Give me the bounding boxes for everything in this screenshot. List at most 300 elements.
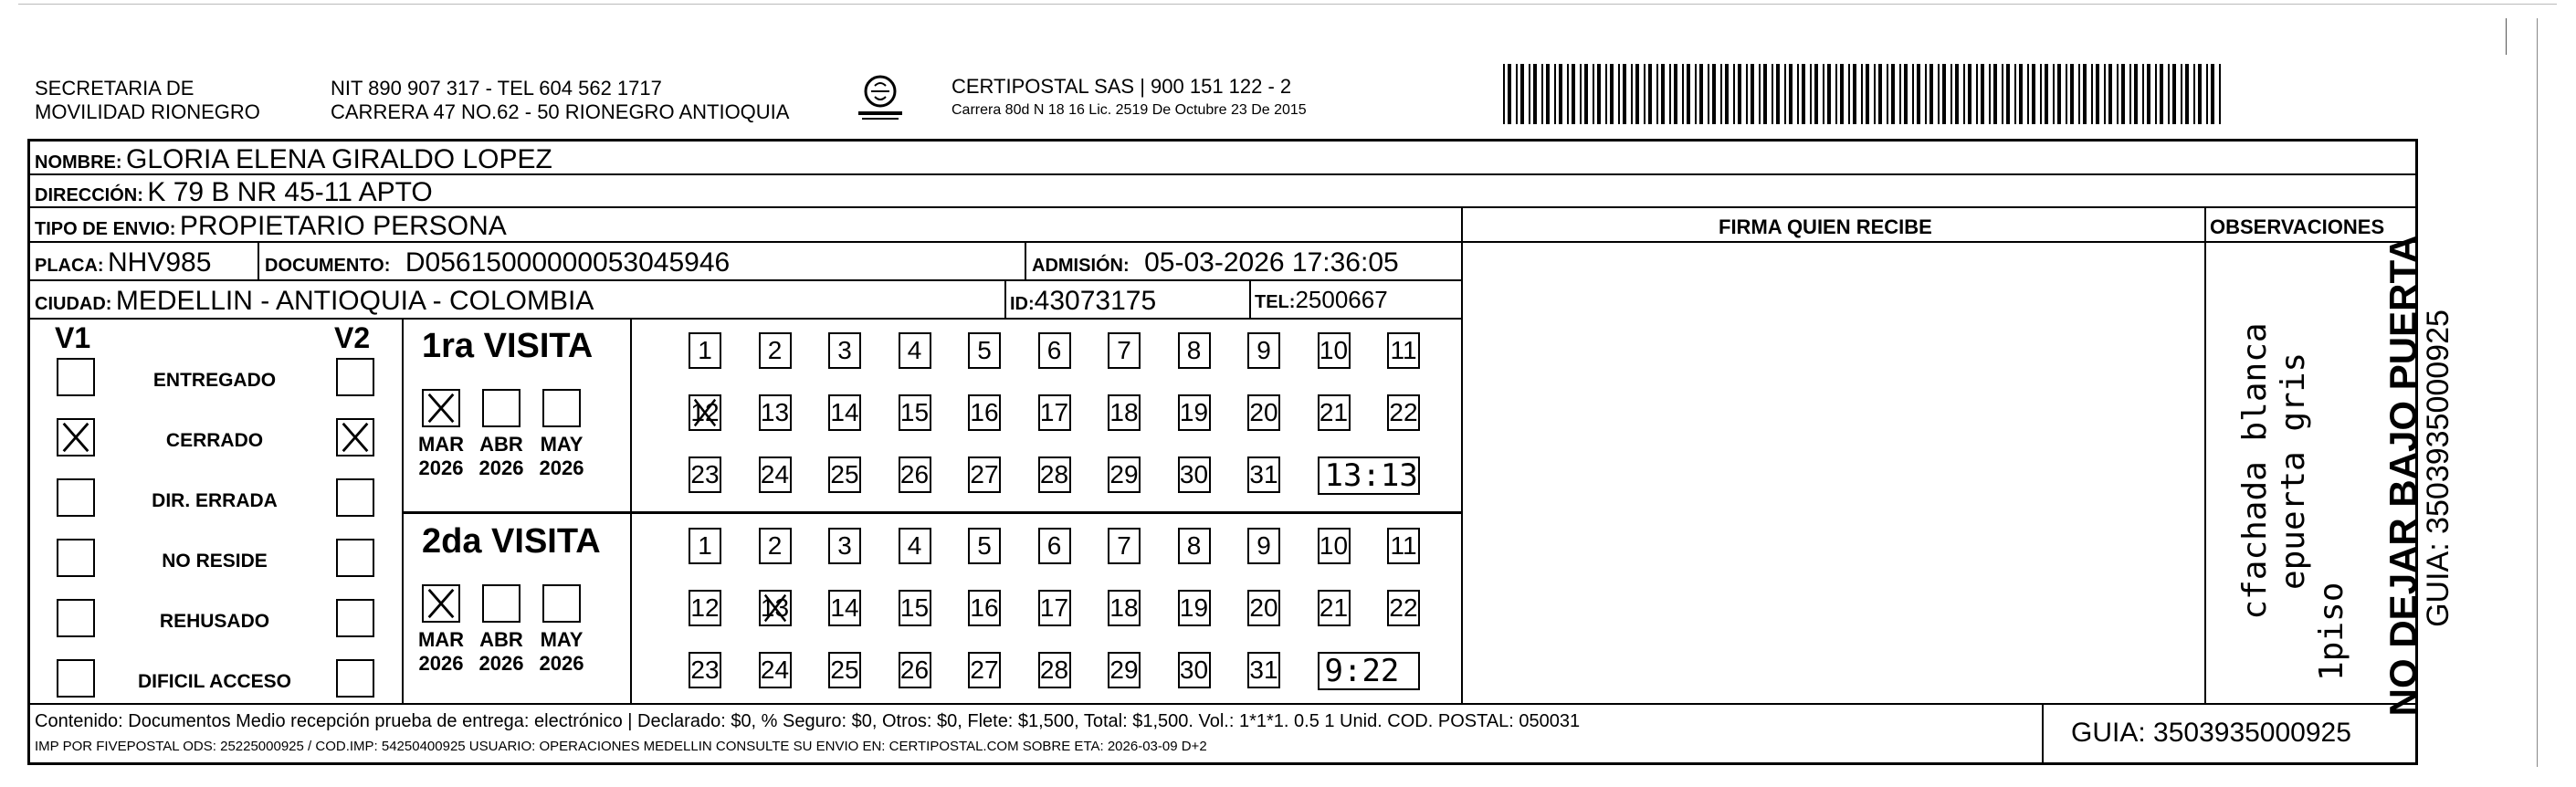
barcode-bar <box>1891 64 1895 124</box>
day-box-25[interactable] <box>828 652 861 688</box>
day-number: 14 <box>830 593 859 622</box>
day-box-6[interactable] <box>1038 332 1071 369</box>
day-number: 10 <box>1319 336 1349 364</box>
barcode-bar <box>2172 64 2176 124</box>
day-box-4[interactable] <box>899 332 931 369</box>
barcode-bar <box>1835 64 1837 124</box>
day-box-18[interactable] <box>1108 394 1141 431</box>
barcode-bar <box>2006 64 2010 124</box>
day-box-14[interactable] <box>828 394 861 431</box>
day-box-28[interactable] <box>1038 456 1071 493</box>
day-box-20[interactable] <box>1247 590 1280 626</box>
day-number: 10 <box>1319 531 1349 560</box>
barcode-bar <box>1989 64 1991 124</box>
month-checkbox-may[interactable] <box>542 389 581 427</box>
barcode-bar <box>1942 64 1946 124</box>
day-box-10[interactable] <box>1318 332 1351 369</box>
day-box-23[interactable] <box>689 456 721 493</box>
row-line <box>27 241 1461 243</box>
day-box-4[interactable] <box>899 528 931 564</box>
status-label: ENTREGADO <box>152 370 277 391</box>
id-label: ID: <box>1010 294 1035 314</box>
day-box-19[interactable] <box>1178 394 1211 431</box>
day-number: 6 <box>1046 531 1062 560</box>
barcode-bar <box>1759 64 1761 124</box>
tipo-envio-label: TIPO DE ENVIO: <box>35 219 176 239</box>
day-box-18[interactable] <box>1108 590 1141 626</box>
barcode-bar <box>1784 64 1786 124</box>
day-number: 27 <box>970 460 999 488</box>
barcode-bar <box>1623 64 1626 124</box>
day-box-8[interactable] <box>1178 528 1211 564</box>
courier-line1: CERTIPOSTAL SAS | 900 151 122 - 2 <box>952 75 1292 98</box>
barcode-bar <box>2066 64 2067 124</box>
barcode-bar <box>2057 64 2061 124</box>
barcode-bar <box>1763 64 1767 124</box>
col-line <box>1025 241 1026 279</box>
scan-edge-mark <box>2506 18 2507 55</box>
day-number: 24 <box>760 656 790 684</box>
barcode-bar <box>1631 64 1633 124</box>
day-box-11[interactable] <box>1387 528 1420 564</box>
day-box-1[interactable] <box>689 332 721 369</box>
day-number: 11 <box>1390 531 1417 560</box>
day-box-22[interactable] <box>1387 394 1420 431</box>
day-number: 6 <box>1046 336 1062 364</box>
day-number: 17 <box>1039 593 1069 622</box>
status-label: DIR. ERRADA <box>152 490 278 511</box>
barcode-bar <box>1610 64 1614 124</box>
barcode-bar <box>1746 64 1748 124</box>
day-number: 16 <box>970 398 999 426</box>
col-line <box>630 318 632 703</box>
day-box-8[interactable] <box>1178 332 1211 369</box>
certipostal-logo-icon <box>853 73 908 124</box>
id-value: 43073175 <box>1034 286 1157 316</box>
year-label: 2026 <box>478 652 524 675</box>
ciudad-value: MEDELLIN - ANTIOQUIA - COLOMBIA <box>115 286 594 316</box>
day-number: 31 <box>1249 656 1278 684</box>
v2-checkbox-entregado[interactable] <box>336 358 374 396</box>
barcode-bar <box>1559 64 1562 124</box>
day-number: 1 <box>698 531 712 560</box>
v1-checkbox-dificil-acceso[interactable] <box>57 659 95 698</box>
nit-line: NIT 890 907 317 - TEL 604 562 1717 <box>331 77 662 100</box>
day-number: 12 <box>690 398 720 426</box>
day-number: 5 <box>977 531 992 560</box>
top-scan-line <box>18 4 2557 5</box>
v1-checkbox-dir-errada[interactable] <box>57 478 95 517</box>
day-number: 24 <box>760 460 790 488</box>
barcode-bar <box>1546 64 1550 124</box>
barcode-bar <box>1993 64 1997 124</box>
barcode-bar <box>1904 64 1908 124</box>
day-number: 29 <box>1109 460 1139 488</box>
barcode-bar <box>2181 64 2182 124</box>
barcode-bar <box>1929 64 1933 124</box>
barcode-bar <box>1827 64 1831 124</box>
day-number: 15 <box>899 593 930 622</box>
day-number: 30 <box>1179 656 1209 684</box>
barcode-bar <box>2168 64 2170 124</box>
barcode-bar <box>1968 64 1971 124</box>
day-box-6[interactable] <box>1038 528 1071 564</box>
barcode-bar <box>2108 64 2112 124</box>
barcode-bar <box>1712 64 1716 124</box>
v1-checkbox-entregado[interactable] <box>57 358 95 396</box>
day-number: 21 <box>1319 398 1349 426</box>
barcode-bar <box>1669 64 1671 124</box>
col-line <box>2042 703 2044 765</box>
day-box-9[interactable] <box>1247 528 1280 564</box>
obs-line-2: epuerta gris <box>2275 352 2312 591</box>
day-box-16[interactable] <box>968 590 1001 626</box>
day-number: 22 <box>1389 593 1418 622</box>
year-label: 2026 <box>539 652 584 675</box>
visit-title: 1ra VISITA <box>422 327 594 365</box>
col-line <box>2204 206 2206 705</box>
barcode-bar <box>2027 64 2029 124</box>
day-box-2[interactable] <box>759 332 792 369</box>
day-number: 19 <box>1179 398 1209 426</box>
barcode-bar <box>1580 64 1582 124</box>
day-number: 13 <box>760 398 790 426</box>
barcode-bar <box>2160 64 2163 124</box>
barcode-bar <box>2129 64 2131 124</box>
barcode-bar <box>1508 64 1511 124</box>
barcode-bar <box>2104 64 2106 124</box>
day-number: 5 <box>977 336 992 364</box>
day-box-21[interactable] <box>1318 394 1351 431</box>
visit-time: 13:13 <box>1324 457 1418 494</box>
barcode-bar <box>1708 64 1709 124</box>
day-box-11[interactable] <box>1387 332 1420 369</box>
day-box-22[interactable] <box>1387 590 1420 626</box>
side-guia: GUIA: 3503935000925 <box>2421 310 2455 627</box>
day-number: 2 <box>767 531 783 560</box>
v2-checkbox-cerrado[interactable] <box>336 418 374 456</box>
documento-label: DOCUMENTO: <box>265 256 391 276</box>
barcode-bar <box>1687 64 1690 124</box>
footer-guia: GUIA: 3503935000925 <box>2071 718 2351 748</box>
day-cross-mark <box>761 592 790 624</box>
org-name-line2: MOVILIDAD RIONEGRO <box>35 100 260 123</box>
day-number: 25 <box>830 656 859 684</box>
courier-line2: Carrera 80d N 18 16 Lic. 2519 De Octubre 23 De 2015 <box>952 102 1307 118</box>
day-number: 14 <box>830 398 859 426</box>
barcode-bar <box>1912 64 1914 124</box>
barcode-bar <box>2134 64 2138 124</box>
barcode-bar <box>1567 64 1569 124</box>
placa-value: NHV985 <box>108 247 212 278</box>
day-box-21[interactable] <box>1318 590 1351 626</box>
day-number: 4 <box>907 531 922 560</box>
day-box-7[interactable] <box>1108 528 1141 564</box>
barcode-bar <box>1695 64 1697 124</box>
barcode-bar <box>1823 64 1824 124</box>
barcode-bar <box>1733 64 1735 124</box>
day-box-5[interactable] <box>968 332 1001 369</box>
barcode-bar <box>2121 64 2125 124</box>
visit-time-box[interactable] <box>1318 652 1420 690</box>
barcode-bar <box>1861 64 1863 124</box>
barcode-bar <box>2014 64 2016 124</box>
tel-label: TEL: <box>1255 292 1296 312</box>
barcode-bar <box>1618 64 1620 124</box>
month-checkbox-abr[interactable] <box>482 389 520 427</box>
day-number: 27 <box>970 656 999 684</box>
day-number: 3 <box>837 336 852 364</box>
address-line: CARRERA 47 NO.62 - 50 RIONEGRO ANTIOQUIA <box>331 100 790 123</box>
v2-checkbox-dificil-acceso[interactable] <box>336 659 374 698</box>
day-box-17[interactable] <box>1038 590 1071 626</box>
day-box-29[interactable] <box>1108 652 1141 688</box>
day-number: 17 <box>1039 398 1069 426</box>
month-checkbox-may[interactable] <box>542 584 581 623</box>
day-box-30[interactable] <box>1178 652 1211 688</box>
day-number: 7 <box>1117 531 1131 560</box>
obs-line-1: cfachada blanca <box>2236 322 2274 620</box>
day-box-12[interactable] <box>689 394 721 431</box>
barcode-bar <box>2142 64 2144 124</box>
v1-checkbox-cerrado[interactable] <box>57 418 95 456</box>
day-box-29[interactable] <box>1108 456 1141 493</box>
status-label: DIFICIL ACCESO <box>137 671 291 692</box>
day-box-26[interactable] <box>899 456 931 493</box>
barcode-bar <box>1955 64 1959 124</box>
day-number: 7 <box>1117 336 1131 364</box>
month-checkbox-mar[interactable] <box>422 584 460 623</box>
observaciones-header: OBSERVACIONES <box>2210 215 2385 238</box>
admision-label: ADMISIÓN: <box>1032 256 1130 276</box>
month-label: ABR <box>479 433 523 456</box>
day-box-15[interactable] <box>899 394 931 431</box>
day-number: 22 <box>1389 398 1418 426</box>
barcode-bar <box>1814 64 1818 124</box>
day-box-31[interactable] <box>1247 456 1280 493</box>
barcode-bar <box>1661 64 1665 124</box>
day-number: 31 <box>1249 460 1278 488</box>
v1-header: V1 <box>55 321 91 354</box>
barcode-bar <box>1848 64 1850 124</box>
barcode-bar <box>1572 64 1575 124</box>
day-box-12[interactable] <box>689 590 721 626</box>
year-label: 2026 <box>539 456 584 479</box>
barcode-bar <box>1720 64 1722 124</box>
barcode-bar <box>1874 64 1876 124</box>
day-box-30[interactable] <box>1178 456 1211 493</box>
day-box-15[interactable] <box>899 590 931 626</box>
day-box-3[interactable] <box>828 332 861 369</box>
barcode-bar <box>1963 64 1965 124</box>
v1-checkbox-rehusado[interactable] <box>57 599 95 637</box>
barcode-bar <box>2096 64 2099 124</box>
day-cross-mark <box>690 396 720 429</box>
day-box-24[interactable] <box>759 456 792 493</box>
day-box-20[interactable] <box>1247 394 1280 431</box>
barcode-bar <box>1554 64 1556 124</box>
day-box-27[interactable] <box>968 652 1001 688</box>
day-box-27[interactable] <box>968 456 1001 493</box>
ciudad-label: CIUDAD: <box>35 294 112 314</box>
day-box-5[interactable] <box>968 528 1001 564</box>
day-box-28[interactable] <box>1038 652 1071 688</box>
barcode-bar <box>1529 64 1530 124</box>
day-number: 2 <box>767 336 783 364</box>
col-line <box>1461 206 1463 705</box>
day-box-9[interactable] <box>1247 332 1280 369</box>
day-number: 1 <box>698 336 712 364</box>
tracking-barcode <box>1503 64 2224 128</box>
barcode-bar <box>1674 64 1677 124</box>
org-name-line1: SECRETARIA DE <box>35 77 195 100</box>
visit-time: 9:22 <box>1324 653 1400 689</box>
day-number: 29 <box>1109 656 1139 684</box>
day-number: 26 <box>899 656 930 684</box>
direccion-label: DIRECCIÓN: <box>35 185 143 205</box>
month-label: MAR <box>417 433 465 456</box>
status-label: CERRADO <box>165 430 264 451</box>
visit-time-box[interactable] <box>1318 456 1420 495</box>
barcode-bar <box>1593 64 1594 124</box>
barcode-bar <box>2206 64 2208 124</box>
month-label: MAR <box>417 628 465 651</box>
col-line <box>1249 279 1251 318</box>
observaciones-note <box>2210 247 2350 699</box>
barcode-bar <box>1853 64 1856 124</box>
barcode-bar <box>2083 64 2087 124</box>
direccion-value: K 79 B NR 45-11 APTO <box>147 177 433 207</box>
day-number: 20 <box>1249 593 1278 622</box>
barcode-bar <box>1597 64 1601 124</box>
row-line <box>27 703 2418 705</box>
barcode-bar <box>1981 64 1984 124</box>
day-number: 19 <box>1179 593 1209 622</box>
visit-separator <box>402 511 1461 514</box>
day-box-14[interactable] <box>828 590 861 626</box>
day-number: 25 <box>830 460 859 488</box>
month-checkbox-mar[interactable] <box>422 389 460 427</box>
day-number: 28 <box>1039 656 1069 684</box>
day-box-7[interactable] <box>1108 332 1141 369</box>
barcode-bar <box>1644 64 1645 124</box>
day-number: 8 <box>1186 531 1202 560</box>
tipo-envio-value: PROPIETARIO PERSONA <box>179 211 507 241</box>
documento-value: D05615000000053045946 <box>405 247 731 278</box>
day-number: 12 <box>690 593 720 622</box>
day-number: 21 <box>1319 593 1349 622</box>
barcode-bar <box>2211 64 2214 124</box>
month-checkbox-abr[interactable] <box>482 584 520 623</box>
tel-value: 2500667 <box>1295 286 1388 313</box>
day-box-16[interactable] <box>968 394 1001 431</box>
year-label: 2026 <box>418 456 464 479</box>
visit-title: 2da VISITA <box>422 522 601 561</box>
day-box-13[interactable] <box>759 590 792 626</box>
day-number: 4 <box>907 336 922 364</box>
status-label: NO RESIDE <box>162 551 268 572</box>
day-box-1[interactable] <box>689 528 721 564</box>
barcode-bar <box>2147 64 2150 124</box>
day-box-19[interactable] <box>1178 590 1211 626</box>
barcode-bar <box>2040 64 2042 124</box>
day-number: 28 <box>1039 460 1069 488</box>
day-box-13[interactable] <box>759 394 792 431</box>
barcode-bar <box>1887 64 1888 124</box>
day-box-2[interactable] <box>759 528 792 564</box>
barcode-bar <box>2002 64 2003 124</box>
barcode-bar <box>1725 64 1729 124</box>
obs-line-3: 1piso <box>2313 582 2350 681</box>
barcode-bar <box>1840 64 1844 124</box>
col-line <box>402 318 404 703</box>
barcode-bar <box>1938 64 1940 124</box>
day-number: 30 <box>1179 460 1209 488</box>
barcode-bar <box>1516 64 1518 124</box>
day-box-25[interactable] <box>828 456 861 493</box>
barcode-bar <box>2117 64 2119 124</box>
barcode-bar <box>1584 64 1588 124</box>
barcode-bar <box>1802 64 1805 124</box>
day-box-10[interactable] <box>1318 528 1351 564</box>
day-box-17[interactable] <box>1038 394 1071 431</box>
day-box-23[interactable] <box>689 652 721 688</box>
barcode-bar <box>1605 64 1607 124</box>
firma-header: FIRMA QUIEN RECIBE <box>1719 215 1932 238</box>
day-number: 13 <box>760 593 790 622</box>
row-line <box>27 318 1461 320</box>
day-box-3[interactable] <box>828 528 861 564</box>
barcode-bar <box>2219 64 2221 124</box>
barcode-bar <box>2053 64 2055 124</box>
v2-checkbox-no-reside[interactable] <box>336 539 374 577</box>
day-number: 3 <box>837 531 852 560</box>
barcode-bar <box>1917 64 1920 124</box>
v1-checkbox-no-reside[interactable] <box>57 539 95 577</box>
placa-label: PLACA: <box>35 256 104 276</box>
barcode-bar <box>1656 64 1658 124</box>
nombre-value: GLORIA ELENA GIRALDO LOPEZ <box>126 144 552 174</box>
barcode-bar <box>2155 64 2157 124</box>
day-number: 11 <box>1390 336 1417 364</box>
day-number: 8 <box>1186 336 1202 364</box>
nombre-label: NOMBRE: <box>35 152 122 173</box>
barcode-bar <box>1648 64 1652 124</box>
month-label: MAY <box>540 433 584 456</box>
barcode-bar <box>2070 64 2074 124</box>
barcode-bar <box>2019 64 2023 124</box>
v2-header: V2 <box>334 321 371 354</box>
barcode-bar <box>1520 64 1524 124</box>
firma-header-line <box>1461 241 2204 243</box>
day-box-24[interactable] <box>759 652 792 688</box>
barcode-bar <box>2032 64 2035 124</box>
day-number: 20 <box>1249 398 1278 426</box>
barcode-bar <box>1789 64 1793 124</box>
barcode-bar <box>1751 64 1754 124</box>
day-box-31[interactable] <box>1247 652 1280 688</box>
barcode-bar <box>1541 64 1543 124</box>
admision-value: 05-03-2026 17:36:05 <box>1144 247 1399 278</box>
barcode-bar <box>1699 64 1703 124</box>
month-label: MAY <box>540 628 584 651</box>
barcode-bar <box>1738 64 1741 124</box>
year-label: 2026 <box>478 456 524 479</box>
v2-checkbox-rehusado[interactable] <box>336 599 374 637</box>
day-box-26[interactable] <box>899 652 931 688</box>
v2-checkbox-dir-errada[interactable] <box>336 478 374 517</box>
day-number: 9 <box>1256 336 1271 364</box>
